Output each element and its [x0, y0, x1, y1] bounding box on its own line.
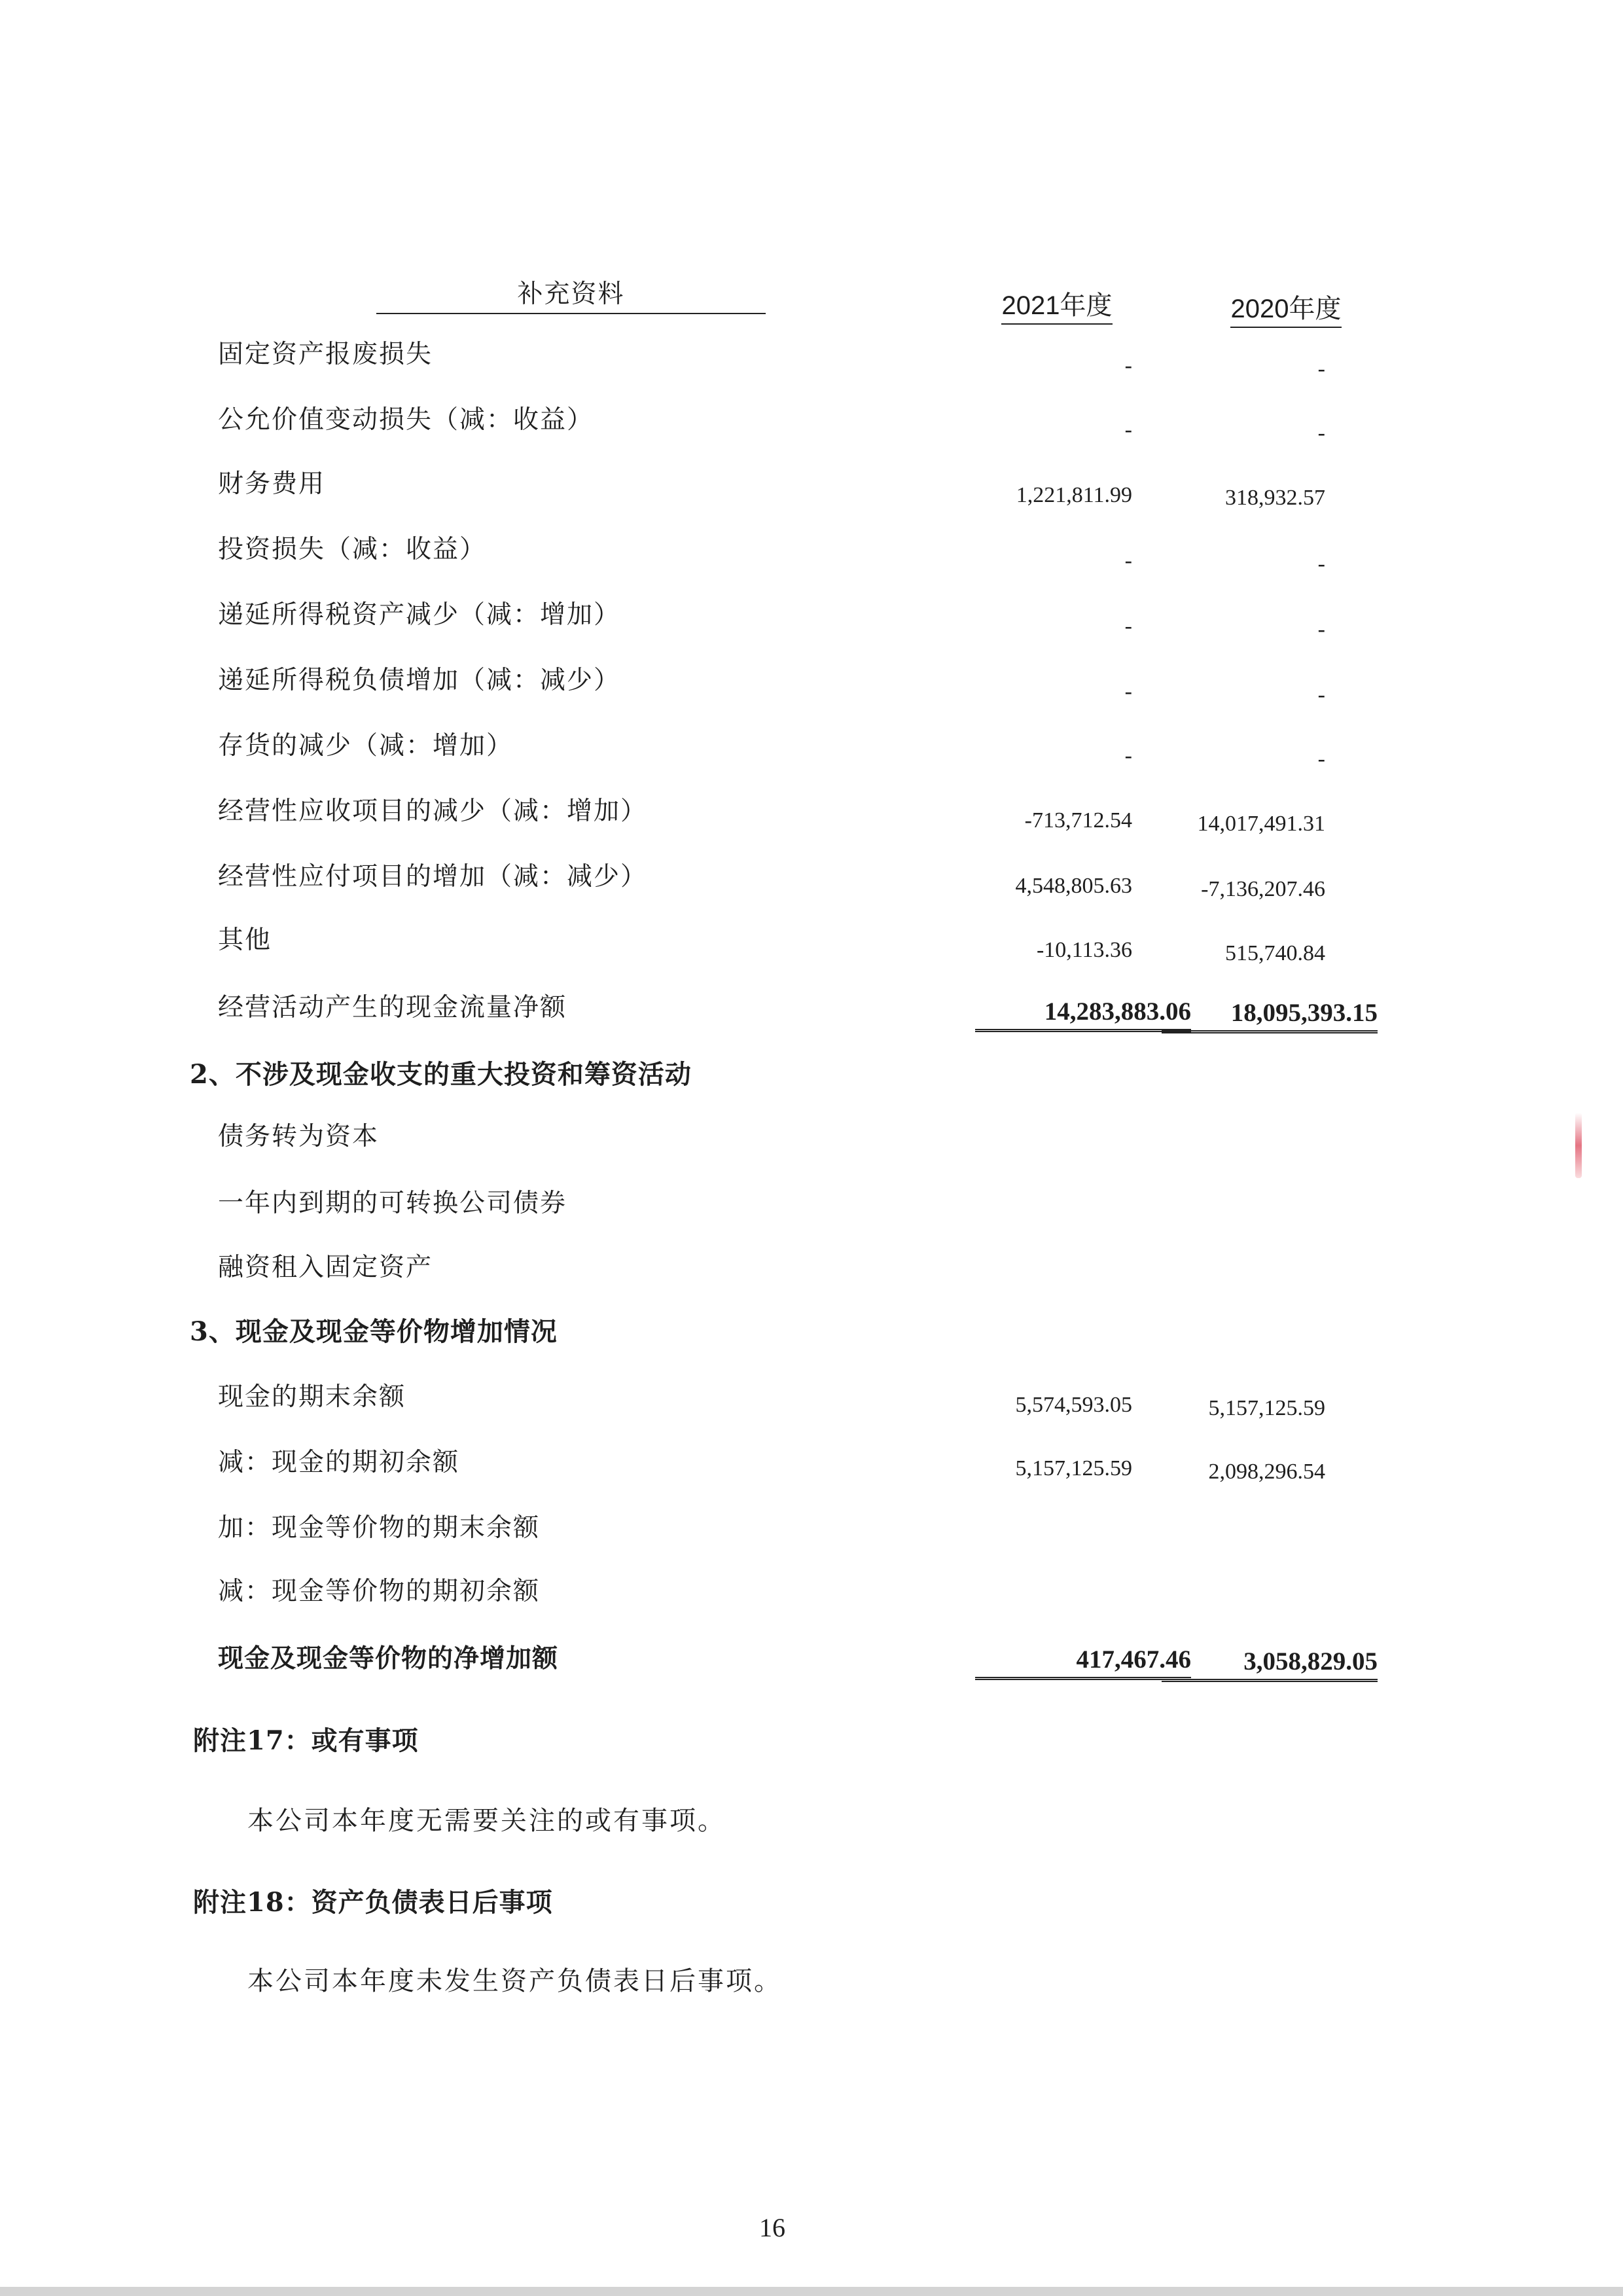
- row-label: 经营性应收项目的减少（减：增加）: [218, 797, 648, 826]
- row-label: 投资损失（减：收益）: [218, 535, 487, 564]
- row-label: 存货的减少（减：增加）: [218, 731, 514, 761]
- row-label: 其他: [218, 925, 272, 955]
- row-label: 加：现金等价物的期末余额: [218, 1513, 541, 1543]
- value-2021: 1,221,811.99: [1016, 483, 1132, 507]
- value-2021: 5,157,125.59: [1015, 1456, 1132, 1480]
- total-2020: 3,058,829.05: [1162, 1645, 1378, 1682]
- row-label: 财务费用: [218, 469, 326, 499]
- section-2-item: 债务转为资本: [218, 1122, 380, 1151]
- row-label: 现金的期末余额: [218, 1382, 406, 1412]
- value-2020: -: [1317, 552, 1325, 576]
- row-label: 经营性应付项目的增加（减：减少）: [218, 862, 648, 891]
- value-2021: -: [1124, 744, 1132, 768]
- value-2020: -7,136,207.46: [1201, 877, 1325, 901]
- row-label: 公允价值变动损失（减：收益）: [218, 405, 594, 435]
- row-label: 减：现金的期初余额: [218, 1448, 460, 1477]
- section-2-item: 融资租入固定资产: [218, 1253, 433, 1282]
- note-17-text: 本公司本年度无需要关注的或有事项。: [247, 1806, 726, 1836]
- section-3-heading: 3、现金及现金等价物增加情况: [190, 1316, 558, 1347]
- column-header-2020: 2020年度: [1230, 288, 1342, 328]
- value-2020: -: [1317, 357, 1325, 381]
- value-2020: 2,098,296.54: [1208, 1460, 1325, 1484]
- note-18-text: 本公司本年度未发生资产负债表日后事项。: [247, 1966, 782, 1996]
- value-2021: 5,574,593.05: [1015, 1393, 1132, 1417]
- section-2-item: 一年内到期的可转换公司债券: [218, 1189, 567, 1218]
- value-2020: -: [1317, 683, 1325, 707]
- value-2020: -: [1317, 747, 1325, 771]
- page-number: 16: [759, 2213, 785, 2242]
- value-2021: -: [1124, 548, 1132, 573]
- row-label: 经营活动产生的现金流量净额: [218, 993, 567, 1022]
- total-2020: 18,095,393.15: [1162, 996, 1378, 1033]
- note-17-heading: 附注17：或有事项: [193, 1725, 419, 1756]
- total-2021: 14,283,883.06: [975, 995, 1191, 1032]
- value-2021: -: [1124, 679, 1132, 704]
- value-2020: 14,017,491.31: [1197, 812, 1325, 836]
- value-2021: -10,113.36: [1036, 938, 1132, 962]
- value-2020: -: [1317, 421, 1325, 445]
- row-label: 递延所得税资产减少（减：增加）: [218, 600, 621, 630]
- value-2020: -: [1317, 617, 1325, 641]
- seal-edge-mark: [1575, 1113, 1582, 1178]
- row-label: 固定资产报废损失: [218, 340, 433, 369]
- scan-edge: [0, 2287, 1623, 2296]
- column-header-2021: 2021年度: [1001, 285, 1113, 325]
- value-2021: -: [1124, 614, 1132, 638]
- value-2021: -713,712.54: [1024, 808, 1132, 833]
- value-2021: -: [1124, 418, 1132, 442]
- value-2020: 5,157,125.59: [1208, 1396, 1325, 1420]
- value-2020: 515,740.84: [1225, 941, 1325, 965]
- value-2021: 4,548,805.63: [1015, 874, 1132, 898]
- value-2020: 318,932.57: [1225, 486, 1325, 510]
- row-label: 减：现金等价物的期初余额: [218, 1577, 541, 1606]
- row-label: 现金及现金等价物的净增加额: [218, 1643, 559, 1674]
- value-2021: -: [1124, 353, 1132, 378]
- table-header-title: 补充资料: [376, 274, 766, 314]
- note-18-heading: 附注18：资产负债表日后事项: [193, 1887, 553, 1918]
- row-label: 递延所得税负债增加（减：减少）: [218, 666, 621, 695]
- total-2021: 417,467.46: [975, 1643, 1191, 1680]
- section-2-heading: 2、不涉及现金收支的重大投资和筹资活动: [190, 1059, 692, 1090]
